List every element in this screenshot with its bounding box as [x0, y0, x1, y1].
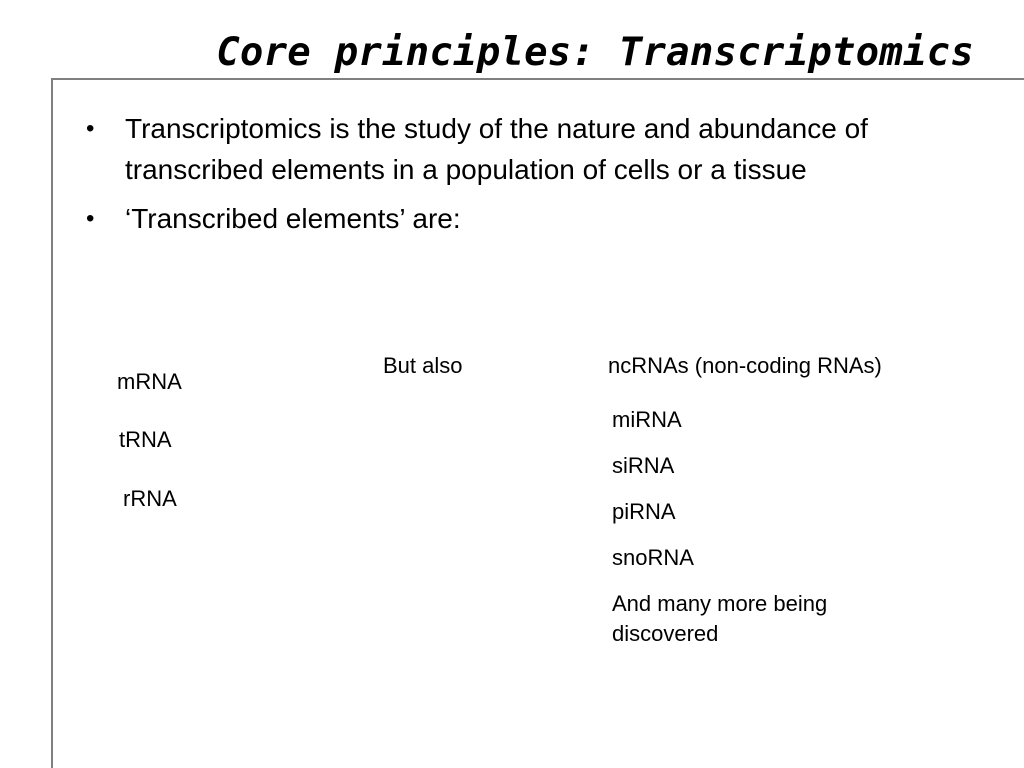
ncrna-heading: ncRNAs (non-coding RNAs) — [608, 353, 882, 378]
bullet-item — [86, 198, 966, 239]
rna-type-pirna: piRNA — [612, 499, 676, 524]
rna-type-rrna: rRNA — [123, 486, 177, 511]
frame-top-border — [51, 78, 1024, 80]
bullet-list — [86, 108, 966, 247]
bullet-item — [86, 108, 966, 190]
bullet-text: Transcriptomics is the study of the nature and abundance of transcribed elements in a population of cells or a tissue — [125, 113, 868, 185]
but-also-label: But also — [383, 353, 463, 378]
bullet-icon: • — [86, 115, 95, 142]
rna-type-trna: tRNA — [119, 427, 172, 452]
rna-type-snorna: snoRNA — [612, 545, 694, 570]
more-being-discovered: And many more being discovered — [612, 591, 828, 646]
bullet-text: ‘Transcribed elements’ are: — [125, 203, 461, 234]
rna-type-mrna: mRNA — [117, 369, 182, 394]
rna-type-sirna: siRNA — [612, 453, 675, 478]
slide-title: Core principles: Transcriptomics — [216, 30, 974, 75]
frame-left-border — [51, 78, 53, 768]
bullet-icon: • — [86, 205, 95, 232]
rna-type-mirna: miRNA — [612, 407, 682, 432]
